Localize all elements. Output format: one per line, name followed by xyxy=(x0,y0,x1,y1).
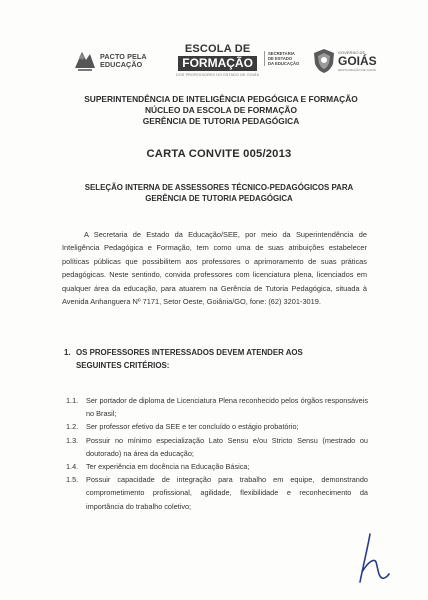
list-item xyxy=(66,473,368,513)
document-header xyxy=(0,94,428,127)
intro-paragraph xyxy=(62,228,367,308)
goias-tiny-text: RESTAURAÇÃO DE GOIÁS xyxy=(338,68,376,72)
criterion-text: Ser portador de diploma de Licenciatura Plena reconhecido pelos órgãos responsáveis no Brasil; xyxy=(86,396,368,419)
document-title: CARTA CONVITE 005/2013 xyxy=(146,148,292,160)
secretaria-line2: DE ESTADO xyxy=(268,56,293,61)
goias-big-text: GOIÁS xyxy=(338,54,377,68)
criterion-text: Possuir no mínimo especialização Lato Sensu e/ou Stricto Sensu (mestrado ou doutorado) na área da educação; xyxy=(86,435,368,458)
secretaria-line1: SECRETARIA xyxy=(268,51,295,56)
subtitle-line1: SELEÇÃO INTERNA DE ASSESSORES TÉCNICO-PEDAGÓGICOS PARA xyxy=(84,183,354,192)
criterion-number: 1.2. xyxy=(66,422,79,432)
list-item xyxy=(66,460,368,473)
handwritten-signature xyxy=(356,532,392,584)
escola-top-text: ESCOLA DE xyxy=(184,43,251,55)
governo-de-goias-logo xyxy=(312,48,377,74)
pacto-line1: PACTO PELA xyxy=(100,52,147,61)
escola-main-text: FORMAÇÃO xyxy=(178,56,257,71)
list-item xyxy=(66,420,368,433)
criterion-number: 1.4. xyxy=(66,462,79,472)
criterion-text: Ter experiência em docência na Educação Básica; xyxy=(86,462,250,472)
header-nucleo: NÚCLEO DA ESCOLA DE FORMAÇÃO xyxy=(145,105,297,115)
document-subtitle xyxy=(0,182,428,204)
escola-de-formacao-logo xyxy=(176,44,262,77)
list-item xyxy=(66,394,368,420)
criterion-number: 1.5. xyxy=(66,475,79,485)
pacto-emblem-icon xyxy=(72,48,98,74)
list-item xyxy=(66,434,368,460)
subtitle-line2: GERÊNCIA DE TUTORIA PEDAGÓGICA xyxy=(145,194,293,203)
logo-strip xyxy=(72,43,377,88)
criterion-text: Possuir capacidade de integração para trabalho em equipe, demonstrando comprometimento profissional, agilidade, flexibilidade e reconhecimento da importância do trabalho coletivo; xyxy=(86,475,368,511)
section-1-line2: SEGUINTES CRITÉRIOS: xyxy=(76,360,170,370)
criterion-text: Ser professor efetivo da SEE e ter concluído o estágio probatório; xyxy=(86,422,299,432)
criteria-list xyxy=(66,394,368,513)
section-1-heading xyxy=(64,347,354,372)
criterion-number: 1.3. xyxy=(66,435,79,445)
secretaria-logo xyxy=(264,51,310,66)
header-gerencia: GERÊNCIA DE TUTORIA PEDAGÓGICA xyxy=(142,116,300,126)
section-1-number: 1. xyxy=(64,348,71,357)
escola-sub-text: DOS PROFESSORES DO ESTADO DE GOIÁS xyxy=(176,73,260,77)
header-superintendencia: SUPERINTENDÊNCIA DE INTELIGÊNCIA PEDGÓGICA E FORMAÇÃO xyxy=(84,94,358,104)
section-1-line1: OS PROFESSORES INTERESSADOS DEVEM ATENDER AOS xyxy=(76,348,303,357)
intro-text: A Secretaria de Estado da Educação/SEE, por meio da Superintendência de Inteligência Pedagógica e Formação, tem como uma de suas atribuições estabelecer políticas públicas que possibilitem aos professores o aprimoramento de suas práticas pedagógicas. Neste sentindo, convida professores com licenciatura plena, licenciados em qualquer área da educação, para atuarem na Gerência de Tutoria Pedagógica, situada à Avenida Anhanguera Nº 7171, Setor Oeste, Goiânia/GO, fone: (62) 3201-3019. xyxy=(62,230,367,307)
criterion-number: 1.1. xyxy=(66,396,79,405)
goias-seal-icon xyxy=(312,48,336,74)
pacto-line2: EDUCAÇÃO xyxy=(100,60,143,69)
pacto-pela-educacao-logo xyxy=(72,48,147,74)
goias-small-text: GOVERNO DE xyxy=(338,50,366,55)
secretaria-line3: DA EDUCAÇÃO xyxy=(268,61,300,66)
